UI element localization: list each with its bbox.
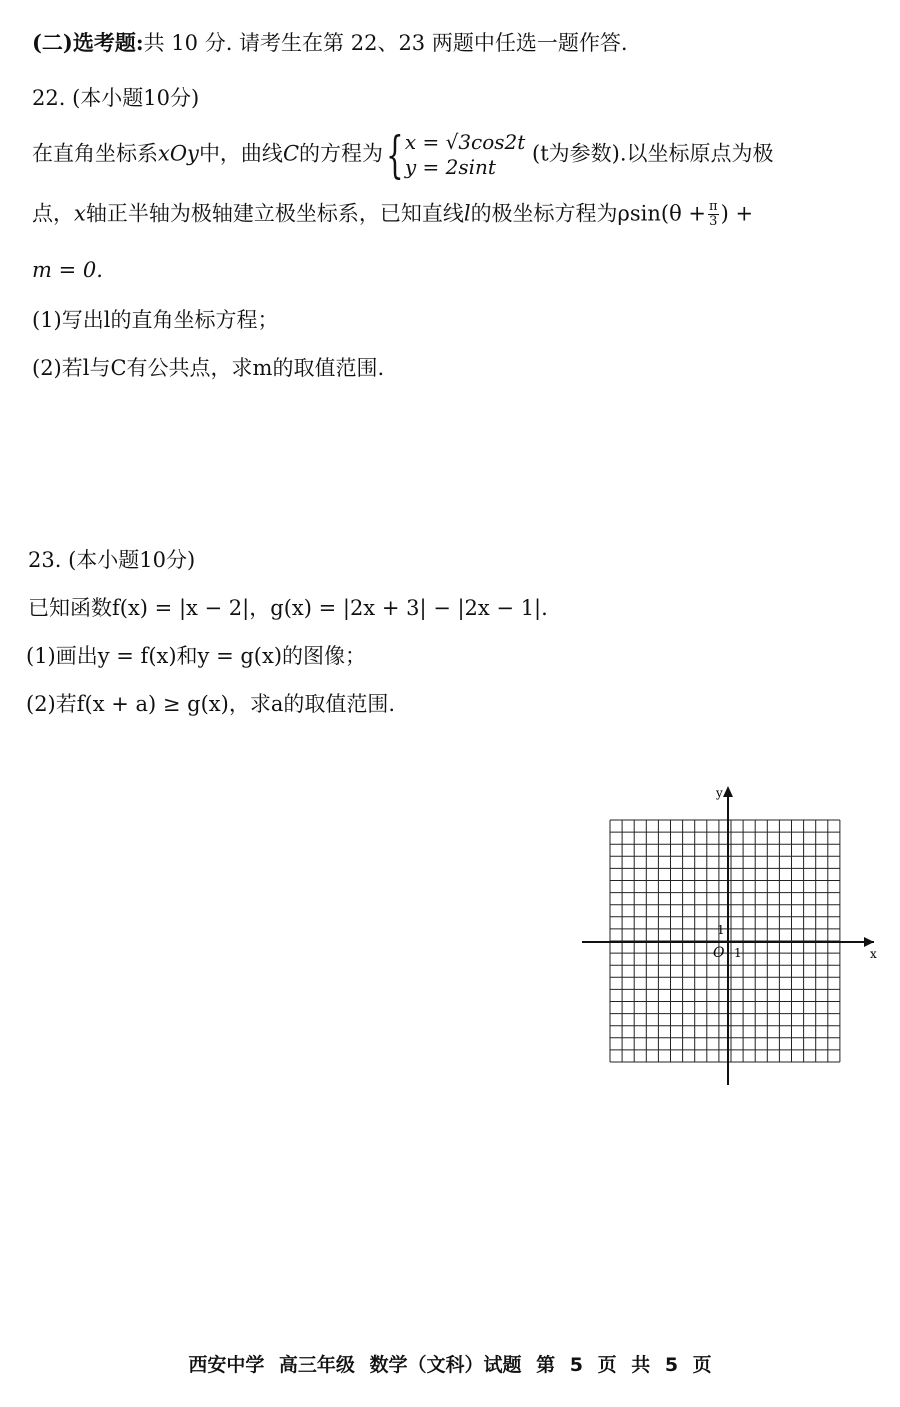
y-axis-label: y — [716, 786, 723, 800]
x-unit-label: 1 — [734, 946, 742, 960]
q22-header: 22. (本小题10分) — [32, 86, 200, 110]
q22-part2: (2)若l与C有公共点，求m的取值范围. — [32, 356, 385, 380]
y-unit-label: 1 — [717, 923, 725, 937]
q22-polar-eq: 的极坐标方程为ρsin(θ + — [470, 201, 707, 226]
q22-text: 在直角坐标系 — [32, 141, 158, 166]
q22-line3: m = 0. — [32, 258, 103, 282]
q22-param-note: (t为参数).以坐标原点为极 — [532, 141, 774, 166]
q22-polar-eq-end: ) + — [720, 201, 754, 226]
section-label: (二)选考题: — [32, 30, 144, 55]
equation-brace: { — [386, 126, 404, 184]
q22-text: 的方程为 — [299, 141, 384, 166]
q22-text: 点， — [32, 201, 74, 226]
section-text: 共 10 分. 请考生在第 22、23 两题中任选一题作答. — [143, 31, 628, 55]
x-axis-arrow-icon — [864, 937, 874, 947]
origin-label: O — [713, 945, 725, 961]
q23-line1: 已知函数f(x) = |x − 2|，g(x) = |2x + 3| − |2x − 1|. — [28, 596, 548, 620]
q22-text: 轴正半轴为极轴建立极坐标系，已知直线 — [85, 201, 464, 226]
frac-denominator: 3 — [709, 214, 718, 230]
frac-numerator: π — [709, 199, 718, 214]
q22-math-xoy: xOy — [158, 141, 199, 166]
q22-math-c: C — [282, 141, 300, 166]
q22-math-l: l — [463, 201, 471, 226]
q22-math-x: x — [74, 201, 86, 226]
page-footer: 西安中学 高三年级 数学（文科）试题 第 5 页 共 5 页 — [188, 1354, 712, 1376]
y-axis-arrow-icon — [723, 786, 733, 797]
q23-part1: (1)画出y = f(x)和y = g(x)的图像； — [26, 644, 367, 668]
q23-part2: (2)若f(x + a) ≥ g(x)，求a的取值范围. — [26, 692, 396, 716]
equation-y: y = 2sint — [404, 155, 496, 179]
q22-part1: (1)写出l的直角坐标方程； — [32, 308, 279, 332]
q23-header: 23. (本小题10分) — [28, 548, 196, 572]
x-axis-label: x — [870, 947, 877, 961]
q22-text: 中，曲线 — [198, 141, 283, 166]
equation-x: x = √3cos2t — [404, 130, 526, 154]
